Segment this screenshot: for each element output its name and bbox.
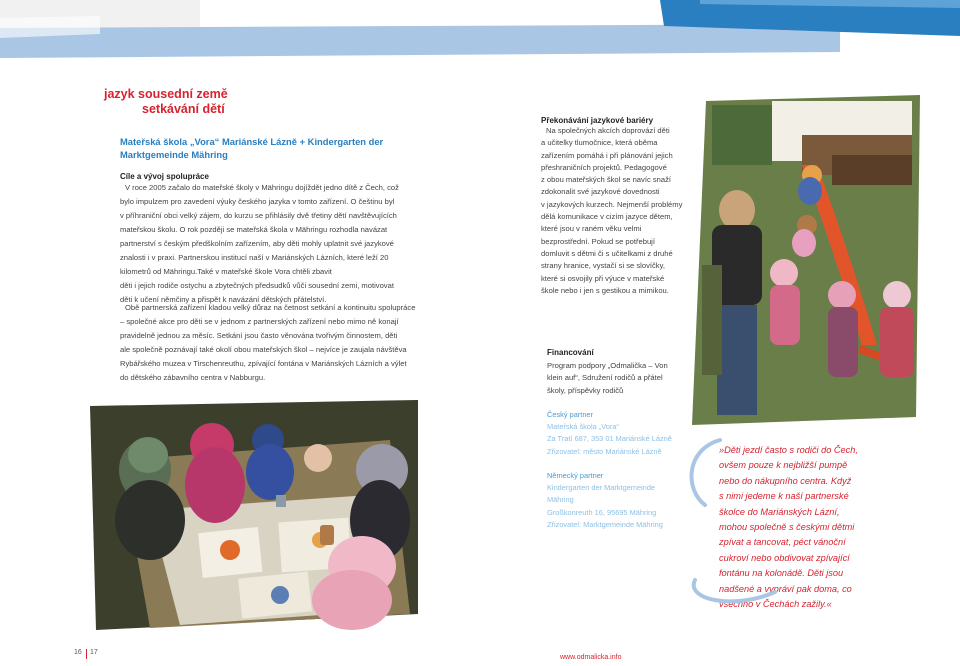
language-barrier-heading: Překonávání jazykové bariéry — [541, 116, 654, 125]
text-line: Za Tratí 687, 353 01 Mariánské Lázně — [547, 434, 672, 444]
left-blue-strip — [0, 24, 840, 58]
cooperation-heading: Cíle a vývoj spolupráce — [120, 172, 209, 181]
text-line: dělá komunikace v cizím jazyce dětem, — [541, 212, 673, 222]
text-line: Obě partnerská zařízení kladou velký důraz na četnost setkání a kontinuitu spolupráce — [125, 303, 416, 312]
page-number-right: 17 — [90, 649, 98, 656]
czech-partner-section — [547, 409, 672, 458]
text-line: které si osvojily při výuce v mateřské — [541, 273, 665, 283]
text-line: přeshraničních projektů. Pedagogové — [541, 162, 667, 172]
text-line: zdokonalit své jazykové dovednosti — [541, 187, 660, 197]
text-line: kilometrů od Mähringu.Také v mateřské škole Vora chtěli zbavit — [120, 267, 332, 276]
quote-line: s nimi jedeme k naší partnerské — [719, 491, 849, 502]
text-line: partnerství s českým předškolním zařízením, aby děti mohly uplatnit své jazykové — [120, 239, 394, 248]
text-line: Großkonreuth 16, 95695 Mähring — [547, 507, 657, 517]
text-line: škole nebo i jen s gestikou a mimikou. — [541, 285, 669, 295]
financing-heading: Financování — [547, 348, 594, 357]
text-line: v jazykových kurzech. Nejmenší problémy — [541, 199, 683, 209]
text-line: školy, příspěvky rodičů — [547, 385, 624, 395]
text-line: Kindergarten der Marktgemeinde — [547, 483, 656, 493]
text-line: V roce 2005 začalo do mateřské školy v Mähringu dojíždět jedno dítě z Čech, což — [125, 183, 399, 192]
page-number-box — [0, 646, 104, 662]
quote-line: školce do Mariánských Lázní, — [719, 506, 840, 517]
text-line: bezprostřední. Pokud se potřebují — [541, 236, 655, 246]
quote-line: fontánu na kolonádě. Děti jsou — [719, 568, 844, 579]
quote-line: »Děti jezdí často s rodiči do Čech, — [719, 445, 858, 455]
subtitle-line-1: Mateřská škola „Vora“ Mariánské Lázně + Kindergarten der — [120, 136, 384, 147]
text-line: Zřizovatel: město Mariánské Lázně — [547, 446, 662, 456]
text-line: děti i jejich rodiče ostychu a zbytečných předsudků vůči sousední zemi, motivovat — [120, 281, 394, 290]
german-partner-heading: Německý partner — [547, 471, 604, 480]
header-decoration — [0, 0, 960, 70]
text-line: mateřskou školu. O rok později se mateřská škola v Mähringu rozhodla navázat — [120, 225, 388, 234]
title-line-1: jazyk sousední země — [104, 87, 228, 101]
text-line: do dětského zábavního centra v Nabburgu. — [120, 373, 266, 382]
page-title — [104, 87, 228, 117]
activities-paragraph — [120, 301, 420, 385]
quote-line: cukroví nebo obdivovat zpívající — [719, 552, 850, 563]
text-line: znalosti i v praxi. Partnerskou institucí naší v Mariánských Lázních, které leží 20 — [120, 253, 389, 262]
subtitle — [120, 135, 383, 161]
financing-section — [547, 348, 668, 397]
text-line: děti k učení němčiny a přispět k navázání dětských přátelství. — [120, 295, 327, 304]
quote-swirl-decoration — [675, 420, 795, 620]
german-partner-section — [547, 470, 663, 531]
painting-children-photo — [90, 400, 418, 630]
slide-playground-photo — [692, 95, 920, 425]
quote-line: ovšem pouze k nejbližší pumpě — [719, 460, 848, 471]
subtitle-line-2: Marktgemeinde Mähring — [120, 149, 228, 160]
text-line: z obou mateřských škol se navíc snaží — [541, 175, 671, 185]
quote-line: nebo do nákupního centra. Když — [719, 475, 852, 486]
text-line: domluvit s dětmi či s učitelkami z druhé — [541, 248, 673, 258]
text-line: pravidelně jednou za měsíc. Setkání jsou často věnována tvořivým činnostem, děti — [120, 331, 398, 340]
text-line: zařízením pomáhá i při plánování jejich — [541, 150, 673, 160]
text-line: bylo impulzem pro zavedení výuky českého jazyka v tomto zařízení. O češtinu byl — [120, 197, 395, 206]
text-line: Zřizovatel: Marktgemeinde Mähring — [547, 519, 663, 529]
quote-line: zpívat a tancovat, péct vánoční — [719, 537, 846, 548]
text-line: Mähring — [547, 495, 574, 505]
language-barrier-paragraph — [541, 125, 691, 297]
text-line: v příhraniční obci velký zájem, do kurzu se přihlásily dvě třetiny dětí navštěvujících — [120, 211, 397, 220]
text-line: Rybářského muzea v Tirschenreuthu, zpívající fontána v Mariánských Lázních a výlet — [120, 359, 407, 368]
text-line: a učitelky tlumočnice, která oběma — [541, 138, 658, 148]
website-link[interactable]: www.odmalicka.info — [560, 654, 622, 661]
text-line: Program podpory „Odmalička – Von — [547, 361, 668, 370]
title-line-2: setkávání dětí — [142, 102, 225, 116]
text-line: ale společně poznávají také okolí obou mateřských škol – nejvíce je zaujala návštěva — [120, 345, 407, 354]
text-line: které jsou v raném věku velmi — [541, 224, 642, 234]
text-line: strany hranice, vystačí si se slovíčky, — [541, 261, 665, 271]
page-number-left: 16 — [74, 649, 82, 656]
financing-text — [547, 360, 668, 397]
quote-line: nadšené a vypráví pak doma, co — [719, 583, 852, 594]
czech-partner-heading: Český partner — [547, 410, 594, 419]
text-line: Na společných akcích doprovází děti — [546, 126, 670, 135]
text-line: klein auf“, Sdružení rodičů a přátel — [547, 373, 663, 383]
cooperation-paragraph — [120, 181, 420, 307]
quote-line: všechno v Čechách zažily.« — [719, 599, 832, 610]
page-number-divider — [86, 649, 87, 659]
quote-line: mohou společně s českými dětmi — [719, 522, 855, 533]
text-line: Mateřská škola „Vora“ — [547, 422, 619, 432]
text-line: – společné akce pro děti se v jednom z partnerských zařízení nebo mimo ně konají — [120, 317, 399, 326]
